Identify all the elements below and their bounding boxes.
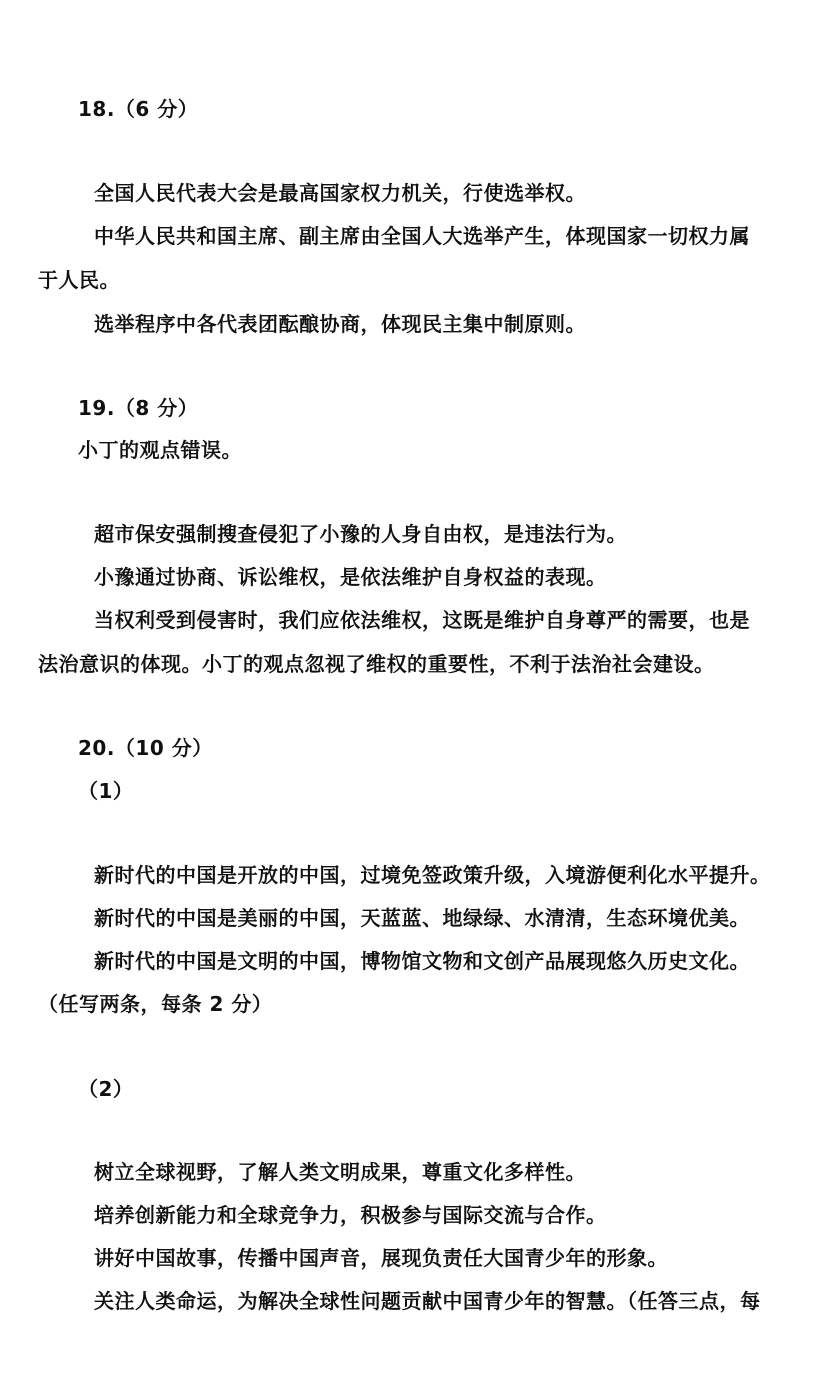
q18-paragraph-2-line-2: 于人民。 xyxy=(38,268,120,292)
q18-paragraph-2-line-1: 中华人民共和国主席、副主席由全国人大选举产生，体现国家一切权力属 xyxy=(94,224,750,248)
q20-part-1-label: （1） xyxy=(78,779,134,803)
q20-part-1-item: 新时代的中国是文明的中国，博物馆文物和文创产品展现悠久历史文化。 xyxy=(94,949,750,973)
q18-paragraph-1: 全国人民代表大会是最高国家权力机关，行使选举权。 xyxy=(94,181,586,205)
q20-part-1-item: 新时代的中国是开放的中国，过境免签政策升级，入境游便利化水平提升。 xyxy=(94,863,771,887)
q19-claim: 小丁的观点错误。 xyxy=(78,438,242,462)
q20-part-2-label: （2） xyxy=(78,1077,134,1101)
q20-part-1-item: 新时代的中国是美丽的中国，天蓝蓝、地绿绿、水清清，生态环境优美。 xyxy=(94,906,750,930)
q18-heading: 18.（6 分） xyxy=(78,97,199,121)
q20-part-2-item: 关注人类命运，为解决全球性问题贡献中国青少年的智慧。（任答三点，每 xyxy=(94,1289,761,1313)
q18-paragraph-3: 选举程序中各代表团酝酿协商，体现民主集中制原则。 xyxy=(94,312,586,336)
q20-part-1-note: （任写两条，每条 2 分） xyxy=(38,992,273,1016)
q20-part-2-item: 培养创新能力和全球竞争力，积极参与国际交流与合作。 xyxy=(94,1203,607,1227)
q19-paragraph-2: 小豫通过协商、诉讼维权，是依法维护自身权益的表现。 xyxy=(94,565,607,589)
q19-paragraph-3-line-1: 当权利受到侵害时，我们应依法维权，这既是维护自身尊严的需要，也是 xyxy=(94,608,750,632)
q19-heading: 19.（8 分） xyxy=(78,396,199,420)
q20-part-2-item: 讲好中国故事，传播中国声音，展现负责任大国青少年的形象。 xyxy=(94,1246,668,1270)
q20-part-2-item: 树立全球视野，了解人类文明成果，尊重文化多样性。 xyxy=(94,1160,586,1184)
q19-paragraph-3-line-2: 法治意识的体现。小丁的观点忽视了维权的重要性，不利于法治社会建设。 xyxy=(38,652,715,676)
q20-heading: 20.（10 分） xyxy=(78,736,213,760)
q19-paragraph-1: 超市保安强制搜查侵犯了小豫的人身自由权，是违法行为。 xyxy=(94,522,627,546)
